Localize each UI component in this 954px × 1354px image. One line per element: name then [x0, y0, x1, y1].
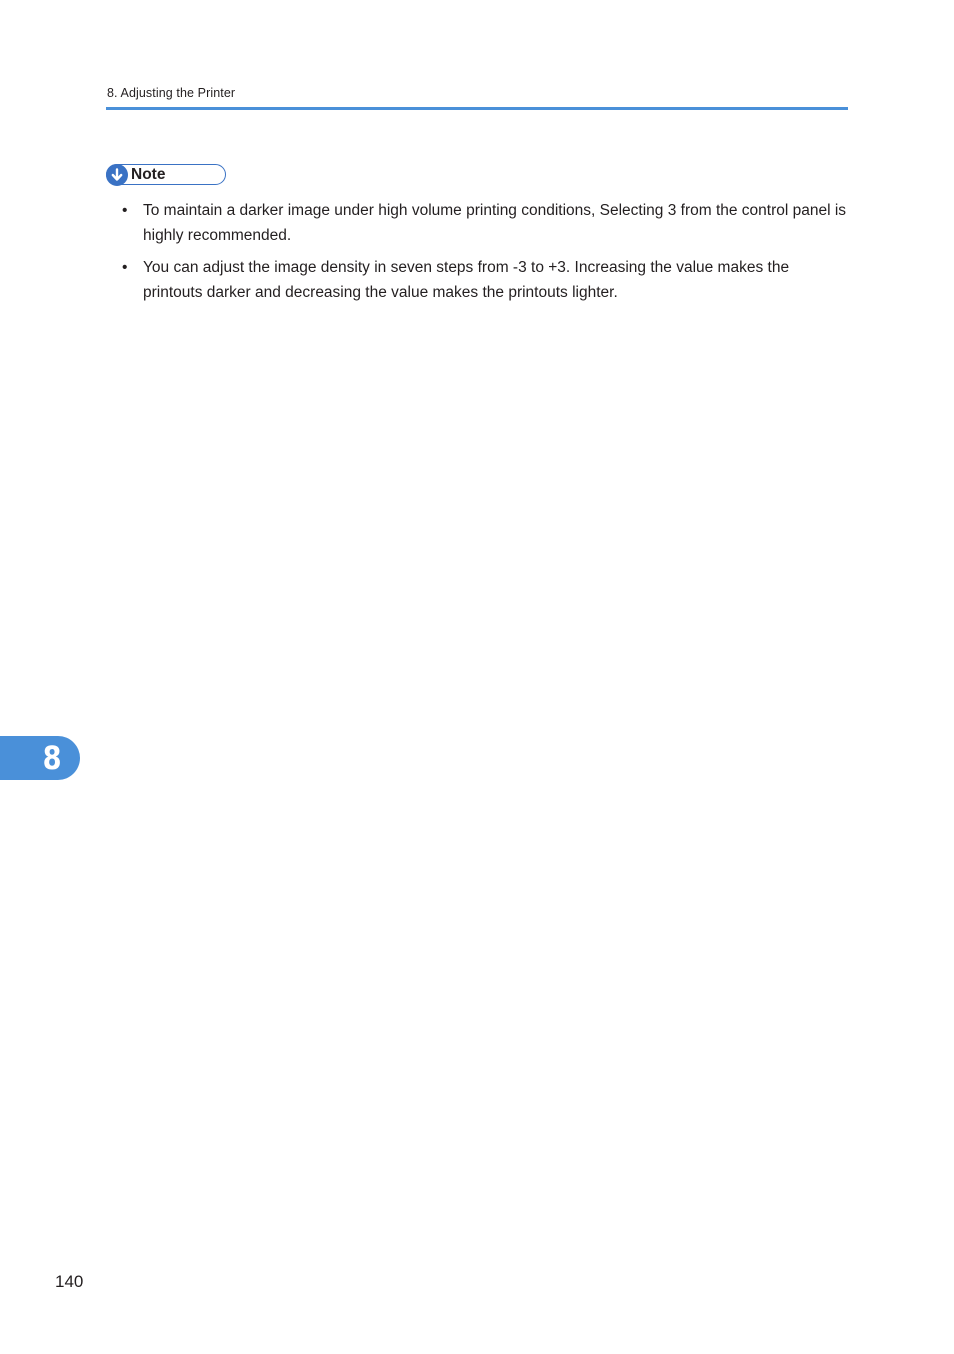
note-list — [120, 198, 850, 312]
bullet-icon: • — [122, 259, 128, 276]
bullet-icon: • — [122, 202, 128, 219]
chapter-tab — [0, 736, 80, 780]
running-header-title: 8. Adjusting the Printer — [107, 86, 236, 100]
note-item — [120, 255, 850, 305]
chapter-number: 8 — [42, 739, 62, 777]
note-label-text: Note — [131, 166, 166, 183]
note-label — [106, 164, 226, 185]
header-divider — [106, 107, 848, 110]
arrow-down-icon — [106, 164, 128, 186]
note-item-text: To maintain a darker image under high volume printing conditions, Selecting 3 from the control panel is highly recommended. — [143, 202, 847, 244]
note-item-text: You can adjust the image density in seven steps from -3 to +3. Increasing the value makes the printouts darker and decreasing the value makes the printouts lighter. — [143, 259, 790, 301]
note-item — [120, 198, 850, 248]
page-number: 140 — [55, 1272, 84, 1291]
